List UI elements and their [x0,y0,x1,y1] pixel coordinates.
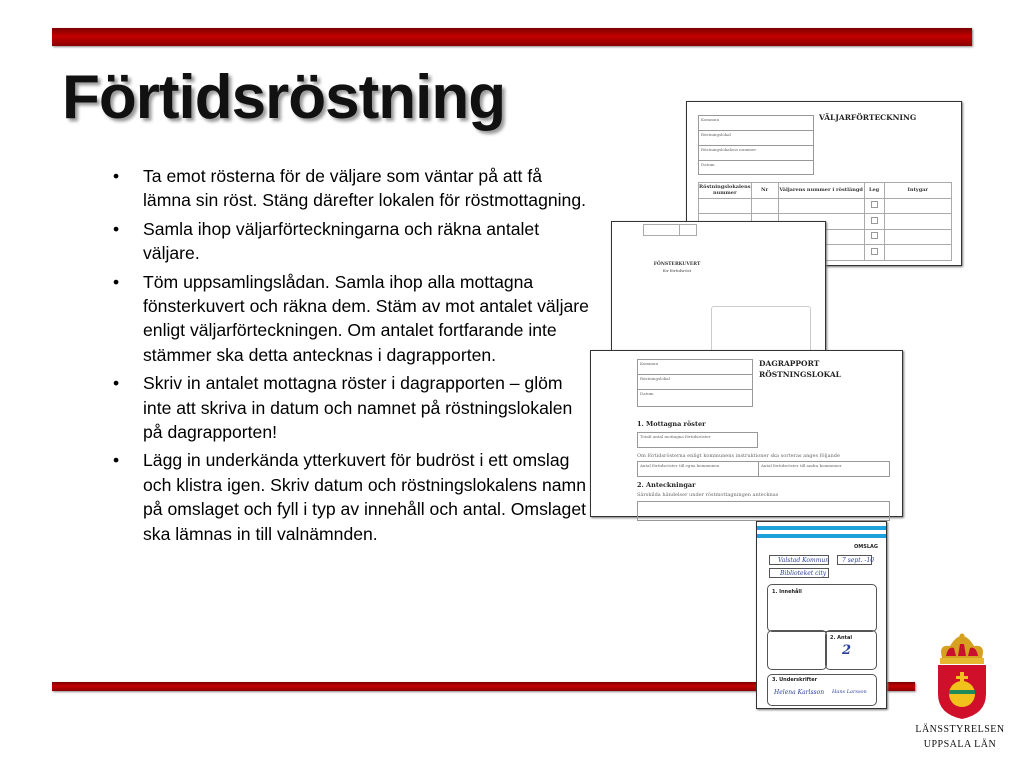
omslag-envelope-image: OMSLAG Valstad Kommun 7 sept. -10 Biblioteket city 1. Innehåll 2. Antal 2 3. Underskrifter Helena Karlsson Hans Larsson [756,521,887,709]
slide-title: Förtidsröstning [62,63,506,132]
bullet-item: • Skriv in antalet mottagna röster i dagrapporten – glöm inte att skriva in datum och namnet på röstningslokalen på dagrapporten! [113,371,593,444]
bullet-item: • Lägg in underkända ytterkuvert för budröst i ett omslag och klistra igen. Skriv datum och röstningslokalens namn på omslaget och fyll i typ av innehåll och antal. Omslaget ska lämnas in till valnämnden. [113,448,593,546]
voter-table: Röstningslokalens nummer Nr Väljarens nummer i röstlängd Leg Intygar [698,182,952,261]
bullet-item: • Ta emot rösterna för de väljare som väntar på att få lämna sin röst. Stäng därefter lokalen för röstmottagning. [113,164,593,213]
form-title: VÄLJARFÖRTECKNING [819,113,917,122]
lansstyrelsen-coat-of-arms-icon [928,632,996,722]
bullet-item: • Töm uppsamlingslådan. Samla ihop alla mottagna fönsterkuvert och räkna dem. Stäm av mot antalet väljare enligt väljarförteckningen. Om antalet fortfarande inte stämmer ska detta antecknas i dagrapporten. [113,270,593,368]
logo-text-line2: UPPSALA LÄN [923,739,997,750]
valjarforteckning-form-image: Kommun Röstningslokal Röstningslokalens nummer Datum VÄLJARFÖRTECKNING Röstningslokalens nummer Nr Väljarens nummer i röstlängd Leg Intygar [686,101,962,266]
fonsterkuvert-envelope-image: FÖNSTERKUVERT för förtidsröst [611,221,826,356]
dagrapport-form-image: Kommun Röstningslokal Datum DAGRAPPORT RÖSTNINGSLOKAL 1. Mottagna röster Totalt antal mottagna förtidsröster Om förtidsrösterna enligt kommunens instruktioner ska sorteras anges följande Antal förtidsröster till egna kommunen Antal förtidsröster till andra kommuner 2. Anteckningar Särskilda händelser under röstmottagningen antecknas [590,350,903,517]
bullet-list [113,164,593,550]
logo-text-line1: LÄNSSTYRELSEN [915,724,1005,735]
top-accent-bar [52,28,972,46]
bullet-item: • Samla ihop väljarförteckningarna och räkna antalet väljare. [113,217,593,266]
